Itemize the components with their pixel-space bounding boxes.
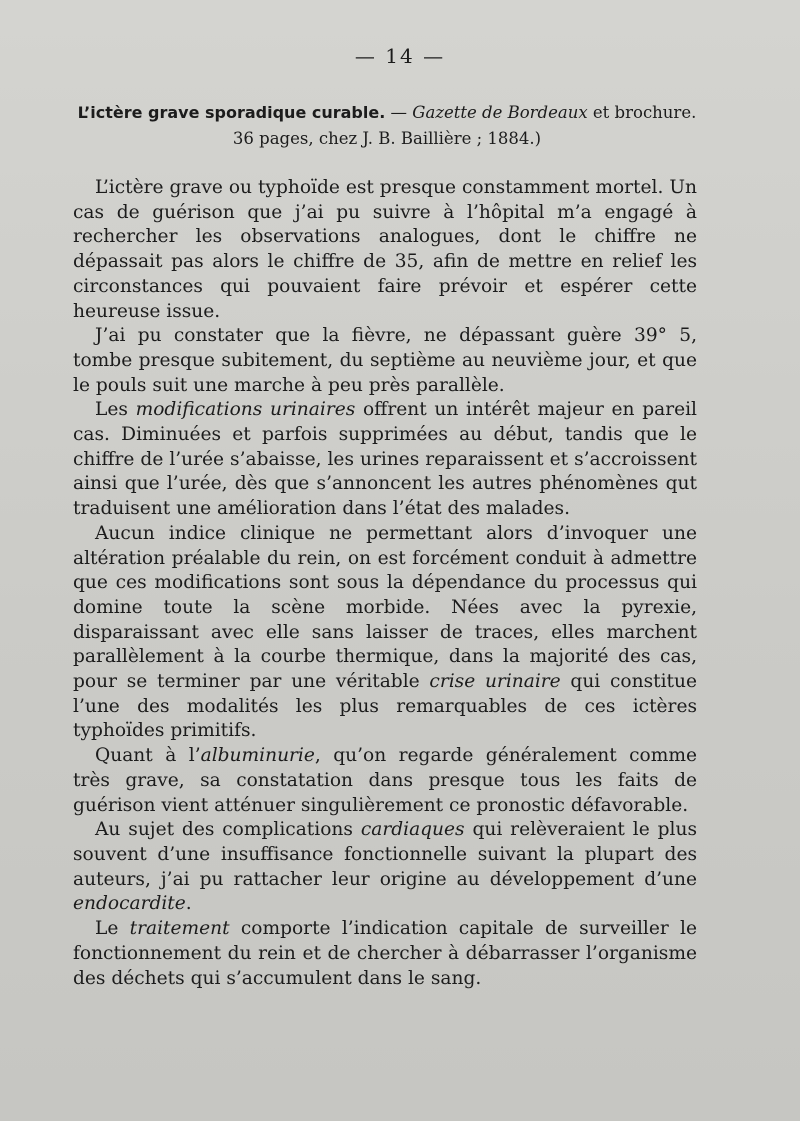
paragraph-text: Aucun indice clinique ne permettant alors d’invoquer une altération préalable du rein, on est forcément conduit à admettre que ces modifications sont sous la dépendance du processus qui domine toute la scène morbide. Nées avec la pyrexie, disparaissant avec elle sans laisser de traces, elles marchent parallèlement à la courbe thermique, dans la majorité des cas, pour se terminer par une véritable	[73, 522, 697, 693]
header-line-1	[72, 100, 702, 126]
paragraph-7	[73, 917, 697, 991]
paragraph-text: L’ictère grave ou typhoïde est presque constamment mortel. Un cas de guérison que j’ai pu suivre à l’hôpital m’a engagé à rechercher les observations analogues, dont le chiffre ne dépassait pas alors le chiffre de 35, afin de mettre en relief les circonstances qui pouvaient faire prévoir et espérer cette heureuse issue.	[73, 177, 697, 322]
paragraph-text: Quant à l’	[95, 745, 201, 767]
paragraph-1	[73, 176, 697, 324]
paragraph-text: qui constitue l’une des modalités les plus remarquables de ces ictères typhoïdes primitifs.	[73, 671, 697, 742]
emphasis-cardiaques: cardiaques	[360, 819, 465, 841]
emphasis-traitement: traitement	[129, 918, 230, 940]
paragraph-4	[73, 522, 697, 744]
paragraph-3	[73, 398, 697, 522]
paragraph-text: comporte l’indication capitale de surveiller le fonctionnement du rein et de chercher à débarrasser l’organisme des déchets qui s’accumulent dans le sang.	[73, 918, 697, 989]
paragraph-text: Le	[95, 918, 130, 940]
emphasis-albuminurie: albuminurie	[200, 745, 315, 767]
body-text	[73, 176, 697, 991]
article-title: L’ictère grave sporadique curable.	[77, 103, 386, 122]
emphasis-endocardite: endocardite	[73, 893, 186, 915]
paragraph-text: Au sujet des complications	[95, 819, 361, 841]
bibliographic-header	[72, 100, 702, 152]
paragraph-5	[73, 744, 697, 818]
paragraph-text: qui relèveraient le plus souvent d’une insuffisance fonctionnelle suivant la plupart des auteurs, j’ai pu rattacher leur origine au développement d’une	[73, 819, 697, 890]
paragraph-text: offrent un intérêt majeur en pareil cas. Diminuées et parfois supprimées au début, tandis que le chiffre de l’urée s’abaisse, les urines reparaissent et s’accroissent ainsi que l’urée, dès que s’annoncent les autres phénomènes qut traduisent une amélioration dans l’état des malades.	[73, 399, 697, 520]
emphasis-modifications-urinaires: modifications urinaires	[135, 399, 356, 421]
emphasis-crise-urinaire: crise urinaire	[429, 671, 561, 693]
paragraph-text: Les	[95, 399, 136, 421]
header-rest: et brochure.	[587, 103, 697, 122]
paragraph-text: .	[185, 893, 192, 915]
paragraph-text: J’ai pu constater que la fièvre, ne dépassant guère 39° 5, tombe presque subitement, du septième au neuvième jour, et que le pouls suit une marche à peu près parallèle.	[73, 325, 697, 396]
paragraph-text: , qu’on regarde généralement comme très grave, sa constatation dans presque tous les faits de guérison vient atténuer singulièrement ce pronostic défavorable.	[73, 745, 698, 816]
header-line-2: 36 pages, chez J. B. Baillière ; 1884.)	[232, 129, 542, 148]
page-number: — 14 —	[354, 44, 446, 68]
paragraph-6	[73, 818, 697, 917]
paragraph-2	[73, 324, 697, 398]
header-dash: —	[385, 103, 413, 122]
journal-name: Gazette de Bordeaux	[412, 103, 588, 122]
